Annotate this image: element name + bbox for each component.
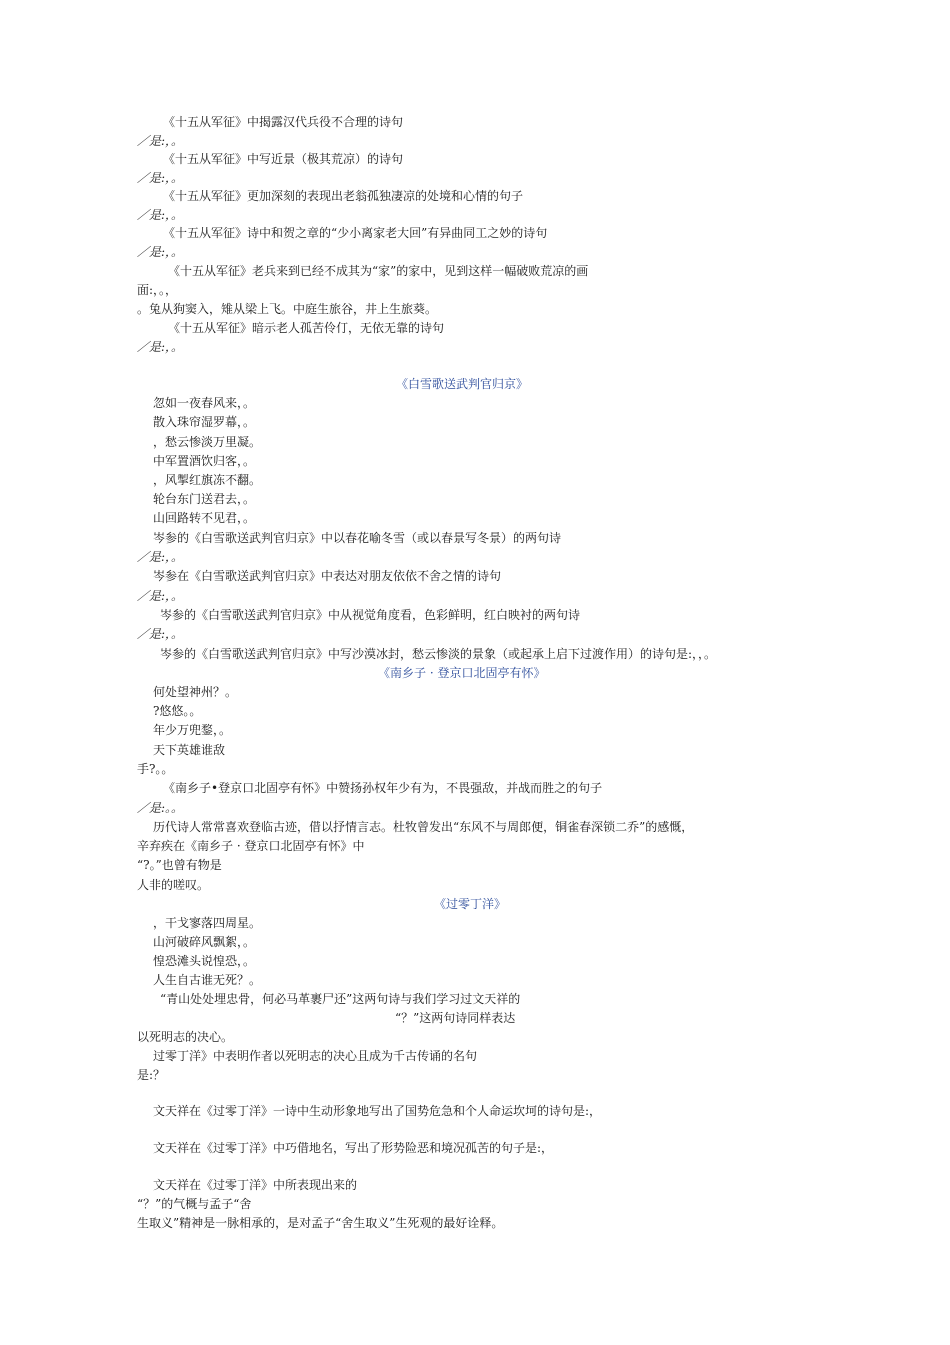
poem-line: ，愁云惨淡万里凝。 [153,435,262,449]
answer-line: ／是:，。 [137,171,184,185]
answer-line: ／是:，。 [137,589,184,603]
poem-line: ，干戈寥落四周星。 [153,916,262,930]
answer-line: ／是:，。 [137,134,184,148]
question-line: 《十五从军征》诗中和贺之章的“少小离家老大回”有异曲同工之妙的诗句 [163,226,548,240]
question-line: 岑参的《白雪歌送武判官归京》中以春花喻冬雪（或以春景写冬景）的两句诗 [153,531,562,545]
poem-line: 山河破碎风飘絮，。 [153,935,256,949]
answer-line: ／是:，。 [137,340,184,354]
poem-line: 轮台东门送君去，。 [153,492,256,506]
question-line: 《十五从军征》老兵来到已经不成其为“家”的家中，见到这样一幅破败荒凉的画 [168,264,589,278]
answer-line: “？”这两句诗同样表达 [395,1011,516,1025]
question-line: 历代诗人常常喜欢登临古迹，借以抒情言志。杜牧曾发出“东风不与周郎便，铜雀春深锁二乔”的感慨， [153,820,694,834]
poem-line: 何处望神州？。 [153,685,238,699]
question-line: 《南乡子•登京口北固亭有怀》中赞扬孙权年少有为，不畏强敌，并战而胜之的句子 [163,781,603,795]
answer-line: ／是:，。 [137,208,184,222]
question-line: 岑参的《白雪歌送武判官归京》中从视觉角度看，色彩鲜明，红白映衬的两句诗 [160,608,581,622]
poem-line: 天下英雄谁敌 [153,743,226,757]
poem-line: ，风掣红旗冻不翻。 [153,473,262,487]
poem-line: 山回路转不见君，。 [153,511,256,525]
question-line: “青山处处埋忠骨，何必马革裹尸还”这两句诗与我们学习过文天祥的 [160,992,521,1006]
question-line: 岑参的《白雪歌送武判官归京》中写沙漠冰封，愁云惨淡的景象（或起承上启下过渡作用）的诗句是:，，。 [160,647,717,661]
text-line: 。兔从狗窦入，雉从梁上飞。中庭生旅谷，井上生旅葵。 [137,302,438,316]
poem-line: 人生自古谁无死？。 [153,973,262,987]
section-title: 《白雪歌送武判官归京》 [396,377,529,391]
question-line: 岑参在《白雪歌送武判官归京》中表达对朋友依依不舍之情的诗句 [153,569,502,583]
section-title: 《过零丁洋》 [434,897,507,911]
question-line: 文天祥在《过零丁洋》中巧借地名，写出了形势险恶和境况孤苦的句子是:， [153,1141,554,1155]
poem-line: 中军置酒饮归客，。 [153,454,256,468]
answer-line: ／是:。。 [137,801,184,815]
poem-line: 年少万兜鍪，。 [153,723,232,737]
question-line: 辛弃疾在《南乡子 · 登京口北固亭有怀》中 [137,839,365,853]
question-line: 文天祥在《过零丁洋》一诗中生动形象地写出了国势危急和个人命运坎坷的诗句是:， [153,1104,602,1118]
answer-line: 是:？ [137,1068,166,1082]
answer-line: ／是:，。 [137,550,184,564]
question-line: 《十五从军征》中写近景（极其荒凉）的诗句 [163,152,404,166]
answer-line: 面:，。， [137,283,178,297]
poem-line: 散入珠帘湿罗幕，。 [153,415,256,429]
section-title: 《南乡子 · 登京口北固亭有怀》 [378,666,546,680]
text-line: 以死明志的决心。 [137,1030,234,1044]
text-line: 生取义”精神是一脉相承的，是对孟子“舍生取义”生死观的最好诠释。 [137,1216,504,1230]
poem-line: 惶恐滩头说惶恐，。 [153,954,256,968]
question-line: 文天祥在《过零丁洋》中所表现出来的 [153,1178,358,1192]
answer-line: “?。”也曾有物是 [137,858,222,872]
question-line: 《十五从军征》中揭露汉代兵役不合理的诗句 [163,115,404,129]
answer-line: ／是:，。 [137,245,184,259]
poem-line: 忽如一夜春风来，。 [153,396,256,410]
question-line: 《十五从军征》更加深刻的表现出老翁孤独凄凉的处境和心情的句子 [163,189,524,203]
poem-line: 手?。。 [137,762,174,776]
text-line: 人非的嗟叹。 [137,878,210,892]
answer-line: “？”的气概与孟子“舍 [137,1197,252,1211]
question-line: 《十五从军征》暗示老人孤苦伶仃，无依无靠的诗句 [168,321,445,335]
answer-line: ／是:，。 [137,627,184,641]
poem-line: ?悠悠。。 [153,704,202,718]
question-line: 过零丁洋》中表明作者以死明志的决心且成为千古传诵的名句 [153,1049,478,1063]
